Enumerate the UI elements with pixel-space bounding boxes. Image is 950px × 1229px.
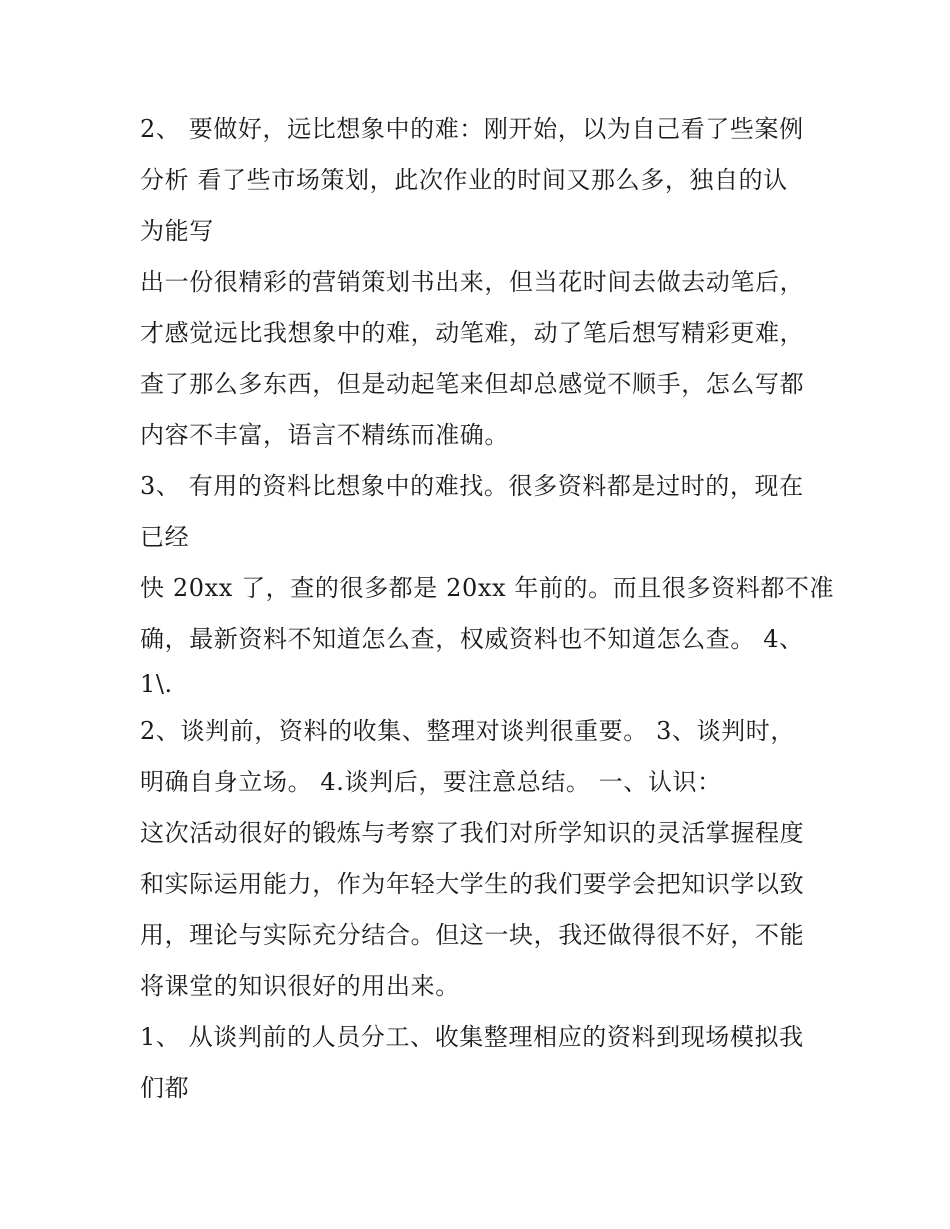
text-line: 已经 [140, 523, 190, 551]
text-line: 出一份很精彩的营销策划书出来，但当花时间去做去动笔后， [140, 268, 805, 296]
text-line: 为能写 [140, 217, 214, 245]
text-line: 明确自身立场。 4.谈判后，要注意总结。 一、认识： [140, 768, 722, 796]
text-line: 分析 看了些市场策划，此次作业的时间又那么多，独自的认 [140, 166, 788, 194]
text-line: 内容不丰富，语言不精练而准确。 [140, 421, 509, 449]
text-line: 用，理论与实际充分结合。但这一块，我还做得很不好，不能 [140, 921, 805, 949]
text-line: 才感觉远比我想象中的难，动笔难，动了笔后想写精彩更难， [140, 319, 805, 347]
text-line: 快 20xx 了，查的很多都是 20xx 年前的。而且很多资料都不准 [140, 574, 835, 602]
text-line: 2、 要做好，远比想象中的难：刚开始，以为自己看了些案例 [140, 115, 804, 143]
text-line: 2、谈判前，资料的收集、整理对谈判很重要。 3、谈判时， [140, 717, 795, 745]
text-line: 1、 从谈判前的人员分工、收集整理相应的资料到现场模拟我 [140, 1023, 804, 1051]
text-line: 查了那么多东西，但是动起笔来但却总感觉不顺手，怎么写都 [140, 370, 805, 398]
text-line: 确，最新资料不知道怎么查，权威资料也不知道怎么查。 4、 [140, 625, 804, 653]
text-line: 和实际运用能力，作为年轻大学生的我们要学会把知识学以致 [140, 870, 805, 898]
text-line: 这次活动很好的锻炼与考察了我们对所学知识的灵活掌握程度 [140, 819, 805, 847]
text-line: 1\. [140, 670, 173, 698]
text-line: 3、 有用的资料比想象中的难找。很多资料都是过时的，现在 [140, 472, 804, 500]
text-line: 将课堂的知识很好的用出来。 [140, 972, 460, 1000]
text-line: 们都 [140, 1074, 190, 1102]
